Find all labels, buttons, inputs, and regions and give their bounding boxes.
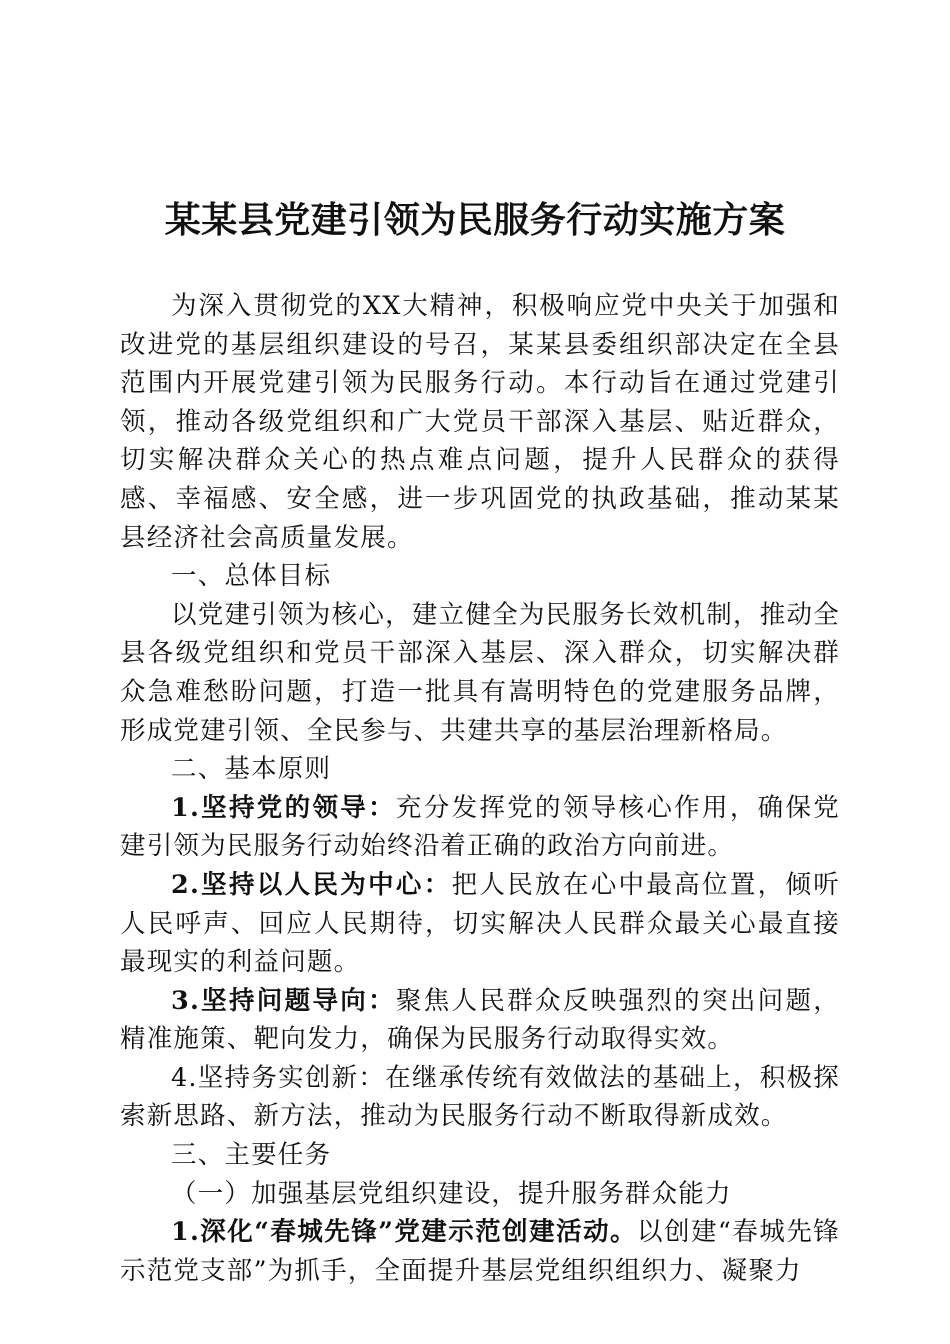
principle-text: 聚焦人民群众反映强烈的突出问题，精准施策、靶向发力，确保为民服务行动取得实效。 xyxy=(120,985,840,1055)
section-heading-tasks: 三、主要任务 xyxy=(171,1140,332,1171)
principle-item xyxy=(120,866,840,982)
principle-lead: 1.坚持党的领导： xyxy=(171,792,396,823)
task-item xyxy=(120,1213,840,1290)
intro-paragraph: 为深入贯彻党的XX大精神，积极响应党中央关于加强和改进党的基层组织建设的号召，某某县委组织部决定在全县范围内开展党建引领为民服务行动。本行动旨在通过党建引领，推动各级党组织和广大党员干部深入基层、贴近群众，切实解决群众关心的热点难点问题，提升人民群众的获得感、幸福感、安全感，进一步巩固党的执政基础，推动某某县经济社会高质量发展。 xyxy=(120,291,840,553)
task-lead: 1.深化“春城先锋”党建示范创建活动。 xyxy=(171,1217,638,1248)
principle-text: 在继承传统有效做法的基础上，积极探索新思路、新方法，推动为民服务行动不断取得新成效。 xyxy=(120,1062,840,1132)
principle-item xyxy=(120,789,840,866)
document-title: 某某县党建引领为民服务行动实施方案 xyxy=(164,199,786,241)
section-heading-principles: 二、基本原则 xyxy=(171,754,332,785)
principle-item xyxy=(120,982,840,1059)
principle-lead: 2.坚持以人民为中心： xyxy=(171,869,452,900)
document-body xyxy=(120,287,840,1290)
section-heading-goals: 一、总体目标 xyxy=(171,561,332,592)
principle-item xyxy=(120,1059,840,1136)
goals-paragraph: 以党建引领为核心，建立健全为民服务长效机制，推动全县各级党组织和党员干部深入基层、深入群众，切实解决群众急难愁盼问题，打造一批具有嵩明特色的党建服务品牌，形成党建引领、全民参与、共建共享的基层治理新格局。 xyxy=(120,599,840,746)
principle-text: 把人民放在心中最高位置，倾听人民呼声、回应人民期待，切实解决人民群众最关心最直接最现实的利益问题。 xyxy=(120,869,840,978)
task-text: 以创建“春城先锋示范党支部”为抓手，全面提升基层党组织组织力、凝聚力 xyxy=(120,1217,840,1286)
principle-lead: 4.坚持务实创新： xyxy=(171,1062,386,1093)
principle-text: 充分发挥党的领导核心作用，确保党建引领为民服务行动始终沿着正确的政治方向前进。 xyxy=(120,792,840,862)
principle-lead: 3.坚持问题导向： xyxy=(171,985,396,1016)
task-subheading: （一）加强基层党组织建设，提升服务群众能力 xyxy=(171,1178,732,1209)
